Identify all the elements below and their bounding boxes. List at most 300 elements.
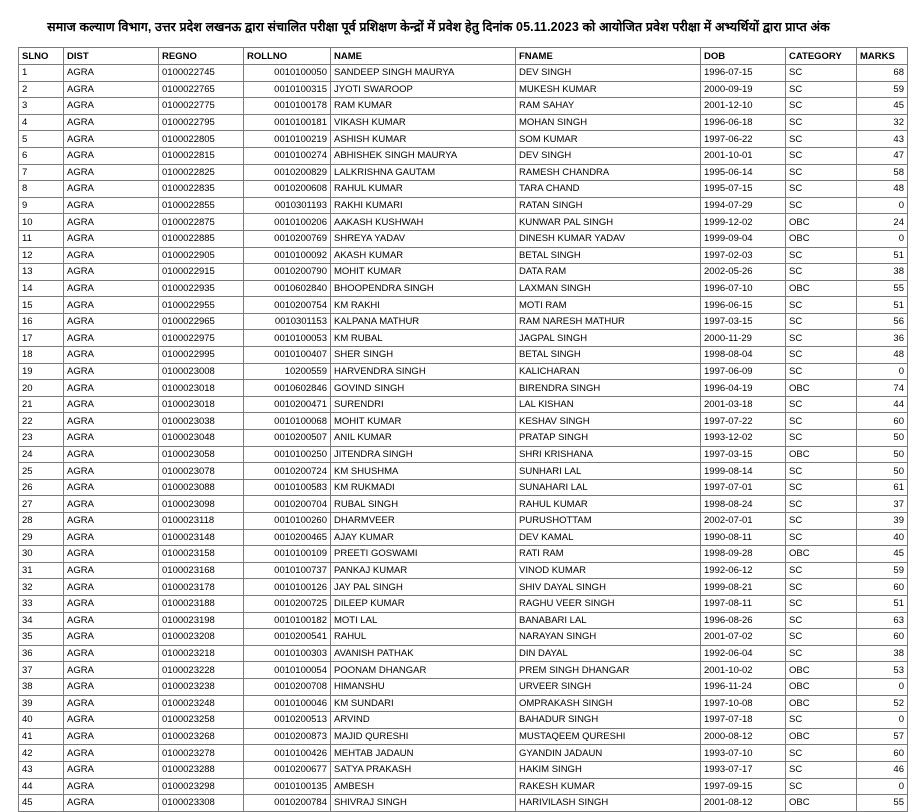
cell-name: RUBAL SINGH [331, 496, 516, 513]
cell-dob: 1997-10-08 [701, 695, 786, 712]
cell-category: SC [786, 81, 857, 98]
cell-marks: 50 [857, 430, 908, 447]
cell-regno: 0100022875 [159, 214, 244, 231]
table-header-row [19, 48, 908, 65]
cell-fname: RAKESH KUMAR [516, 778, 701, 795]
cell-fname: RAM SAHAY [516, 98, 701, 115]
cell-regno: 0100023208 [159, 629, 244, 646]
table-row [19, 81, 908, 98]
column-header-fname: FNAME [516, 48, 701, 65]
table-row [19, 595, 908, 612]
cell-dist: AGRA [64, 313, 159, 330]
cell-regno: 0100023178 [159, 579, 244, 596]
cell-name: ARVIND [331, 712, 516, 729]
cell-marks: 59 [857, 562, 908, 579]
cell-rollno: 0010100053 [244, 330, 331, 347]
cell-regno: 0100023018 [159, 380, 244, 397]
cell-rollno: 0010200704 [244, 496, 331, 513]
cell-category: SC [786, 347, 857, 364]
cell-category: OBC [786, 546, 857, 563]
cell-dob: 2000-08-12 [701, 728, 786, 745]
cell-slno: 30 [19, 546, 64, 563]
cell-name: AJAY KUMAR [331, 529, 516, 546]
cell-name: RAHUL [331, 629, 516, 646]
table-row [19, 64, 908, 81]
cell-regno: 0100022975 [159, 330, 244, 347]
cell-name: JITENDRA SINGH [331, 446, 516, 463]
cell-category: OBC [786, 214, 857, 231]
cell-dob: 1999-08-14 [701, 463, 786, 480]
cell-slno: 40 [19, 712, 64, 729]
cell-regno: 0100023198 [159, 612, 244, 629]
cell-regno: 0100023238 [159, 678, 244, 695]
cell-rollno: 0010602846 [244, 380, 331, 397]
cell-category: SC [786, 114, 857, 131]
cell-regno: 0100023008 [159, 363, 244, 380]
cell-category: SC [786, 181, 857, 198]
cell-slno: 7 [19, 164, 64, 181]
table-body [19, 64, 908, 811]
cell-regno: 0100023048 [159, 430, 244, 447]
cell-slno: 12 [19, 247, 64, 264]
cell-regno: 0100022815 [159, 147, 244, 164]
table-row [19, 363, 908, 380]
cell-name: SATYA PRAKASH [331, 761, 516, 778]
cell-name: ABHISHEK SINGH MAURYA [331, 147, 516, 164]
cell-fname: SUNHARI LAL [516, 463, 701, 480]
cell-category: OBC [786, 678, 857, 695]
cell-dob: 1996-07-10 [701, 280, 786, 297]
cell-rollno: 0010100109 [244, 546, 331, 563]
cell-fname: LAL KISHAN [516, 396, 701, 413]
cell-fname: BAHADUR SINGH [516, 712, 701, 729]
cell-fname: NARAYAN SINGH [516, 629, 701, 646]
cell-category: SC [786, 612, 857, 629]
cell-fname: DINESH KUMAR YADAV [516, 230, 701, 247]
cell-fname: DATA RAM [516, 264, 701, 281]
cell-regno: 0100023218 [159, 645, 244, 662]
cell-fname: DEV SINGH [516, 64, 701, 81]
cell-category: SC [786, 463, 857, 480]
cell-regno: 0100022885 [159, 230, 244, 247]
cell-regno: 0100023148 [159, 529, 244, 546]
cell-category: OBC [786, 728, 857, 745]
table-row [19, 761, 908, 778]
cell-dob: 1996-06-18 [701, 114, 786, 131]
table-row [19, 313, 908, 330]
cell-marks: 0 [857, 197, 908, 214]
cell-fname: RATI RAM [516, 546, 701, 563]
cell-rollno: 0010200541 [244, 629, 331, 646]
cell-slno: 6 [19, 147, 64, 164]
cell-dist: AGRA [64, 131, 159, 148]
cell-regno: 0100022835 [159, 181, 244, 198]
cell-dob: 1999-09-04 [701, 230, 786, 247]
table-row [19, 778, 908, 795]
cell-marks: 36 [857, 330, 908, 347]
cell-dob: 1998-09-28 [701, 546, 786, 563]
cell-slno: 19 [19, 363, 64, 380]
cell-marks: 44 [857, 396, 908, 413]
cell-category: SC [786, 562, 857, 579]
cell-rollno: 0010200754 [244, 297, 331, 314]
cell-name: VIKASH KUMAR [331, 114, 516, 131]
cell-dist: AGRA [64, 645, 159, 662]
cell-marks: 37 [857, 496, 908, 513]
cell-dist: AGRA [64, 745, 159, 762]
cell-regno: 0100023278 [159, 745, 244, 762]
cell-rollno: 0010100303 [244, 645, 331, 662]
cell-regno: 0100023228 [159, 662, 244, 679]
cell-regno: 0100023288 [159, 761, 244, 778]
table-row [19, 612, 908, 629]
cell-rollno: 0010200465 [244, 529, 331, 546]
cell-regno: 0100022765 [159, 81, 244, 98]
cell-name: SHREYA YADAV [331, 230, 516, 247]
cell-dob: 1996-11-24 [701, 678, 786, 695]
table-row [19, 347, 908, 364]
cell-marks: 60 [857, 413, 908, 430]
cell-rollno: 0010100050 [244, 64, 331, 81]
cell-fname: MUKESH KUMAR [516, 81, 701, 98]
cell-marks: 61 [857, 479, 908, 496]
cell-slno: 27 [19, 496, 64, 513]
cell-dist: AGRA [64, 795, 159, 812]
cell-slno: 13 [19, 264, 64, 281]
cell-category: SC [786, 413, 857, 430]
cell-name: AMBESH [331, 778, 516, 795]
cell-dob: 1993-07-10 [701, 745, 786, 762]
cell-rollno: 10200559 [244, 363, 331, 380]
cell-dob: 2001-07-02 [701, 629, 786, 646]
cell-marks: 0 [857, 678, 908, 695]
cell-dob: 1994-07-29 [701, 197, 786, 214]
cell-slno: 29 [19, 529, 64, 546]
cell-name: GOVIND SINGH [331, 380, 516, 397]
cell-dist: AGRA [64, 761, 159, 778]
cell-regno: 0100023038 [159, 413, 244, 430]
cell-dob: 1997-07-01 [701, 479, 786, 496]
table-row [19, 678, 908, 695]
cell-dist: AGRA [64, 678, 159, 695]
cell-category: OBC [786, 446, 857, 463]
cell-dist: AGRA [64, 363, 159, 380]
cell-marks: 55 [857, 280, 908, 297]
cell-dist: AGRA [64, 513, 159, 530]
cell-rollno: 0010100135 [244, 778, 331, 795]
cell-marks: 51 [857, 247, 908, 264]
cell-slno: 28 [19, 513, 64, 530]
cell-rollno: 0010100583 [244, 479, 331, 496]
table-row [19, 330, 908, 347]
cell-dob: 1997-06-09 [701, 363, 786, 380]
cell-marks: 46 [857, 761, 908, 778]
cell-category: OBC [786, 230, 857, 247]
cell-slno: 21 [19, 396, 64, 413]
cell-dob: 1999-12-02 [701, 214, 786, 231]
cell-fname: BANABARI LAL [516, 612, 701, 629]
cell-marks: 60 [857, 745, 908, 762]
table-row [19, 579, 908, 596]
cell-name: RAHUL KUMAR [331, 181, 516, 198]
table-row [19, 662, 908, 679]
cell-slno: 25 [19, 463, 64, 480]
cell-rollno: 0010200608 [244, 181, 331, 198]
cell-regno: 0100023298 [159, 778, 244, 795]
cell-fname: URVEER SINGH [516, 678, 701, 695]
cell-slno: 20 [19, 380, 64, 397]
cell-dist: AGRA [64, 629, 159, 646]
cell-dist: AGRA [64, 280, 159, 297]
cell-slno: 42 [19, 745, 64, 762]
cell-marks: 51 [857, 297, 908, 314]
cell-slno: 36 [19, 645, 64, 662]
table-row [19, 413, 908, 430]
cell-slno: 2 [19, 81, 64, 98]
table-row [19, 147, 908, 164]
cell-rollno: 0010200708 [244, 678, 331, 695]
table-row [19, 230, 908, 247]
cell-category: OBC [786, 695, 857, 712]
cell-regno: 0100022905 [159, 247, 244, 264]
cell-dist: AGRA [64, 595, 159, 612]
cell-category: SC [786, 247, 857, 264]
cell-dist: AGRA [64, 463, 159, 480]
cell-slno: 8 [19, 181, 64, 198]
cell-marks: 0 [857, 230, 908, 247]
cell-marks: 0 [857, 712, 908, 729]
cell-category: SC [786, 579, 857, 596]
cell-fname: BETAL SINGH [516, 247, 701, 264]
cell-rollno: 0010200790 [244, 264, 331, 281]
cell-dist: AGRA [64, 413, 159, 430]
table-row [19, 430, 908, 447]
table-row [19, 98, 908, 115]
cell-rollno: 0010100068 [244, 413, 331, 430]
table-row [19, 131, 908, 148]
cell-rollno: 0010200769 [244, 230, 331, 247]
cell-name: KM SUNDARI [331, 695, 516, 712]
cell-rollno: 0010100426 [244, 745, 331, 762]
cell-marks: 63 [857, 612, 908, 629]
table-row [19, 712, 908, 729]
cell-regno: 0100023168 [159, 562, 244, 579]
cell-slno: 1 [19, 64, 64, 81]
cell-name: DHARMVEER [331, 513, 516, 530]
table-row [19, 463, 908, 480]
column-header-regno: REGNO [159, 48, 244, 65]
cell-name: MOTI LAL [331, 612, 516, 629]
cell-regno: 0100023188 [159, 595, 244, 612]
cell-slno: 37 [19, 662, 64, 679]
table-row [19, 280, 908, 297]
cell-name: HARVENDRA SINGH [331, 363, 516, 380]
cell-regno: 0100023018 [159, 396, 244, 413]
cell-slno: 38 [19, 678, 64, 695]
cell-rollno: 0010100181 [244, 114, 331, 131]
cell-category: SC [786, 761, 857, 778]
cell-fname: RAM NARESH MATHUR [516, 313, 701, 330]
cell-dob: 2002-05-26 [701, 264, 786, 281]
table-row [19, 197, 908, 214]
cell-category: SC [786, 313, 857, 330]
cell-dist: AGRA [64, 264, 159, 281]
table-row [19, 297, 908, 314]
cell-category: SC [786, 595, 857, 612]
cell-dist: AGRA [64, 98, 159, 115]
cell-dist: AGRA [64, 164, 159, 181]
cell-regno: 0100022935 [159, 280, 244, 297]
cell-regno: 0100023088 [159, 479, 244, 496]
cell-name: SHER SINGH [331, 347, 516, 364]
cell-dist: AGRA [64, 81, 159, 98]
cell-regno: 0100022805 [159, 131, 244, 148]
cell-dob: 1996-08-26 [701, 612, 786, 629]
cell-category: SC [786, 496, 857, 513]
cell-name: KM RUKMADI [331, 479, 516, 496]
cell-dob: 1997-07-18 [701, 712, 786, 729]
cell-slno: 24 [19, 446, 64, 463]
cell-rollno: 0010200725 [244, 595, 331, 612]
cell-slno: 14 [19, 280, 64, 297]
cell-dob: 1998-08-04 [701, 347, 786, 364]
table-row [19, 181, 908, 198]
cell-fname: PRATAP SINGH [516, 430, 701, 447]
cell-rollno: 0010100274 [244, 147, 331, 164]
cell-rollno: 0010100126 [244, 579, 331, 596]
cell-dist: AGRA [64, 147, 159, 164]
cell-regno: 0100022825 [159, 164, 244, 181]
table-row [19, 546, 908, 563]
cell-dist: AGRA [64, 529, 159, 546]
cell-slno: 45 [19, 795, 64, 812]
cell-name: BHOOPENDRA SINGH [331, 280, 516, 297]
cell-rollno: 0010100219 [244, 131, 331, 148]
cell-marks: 52 [857, 695, 908, 712]
cell-marks: 50 [857, 446, 908, 463]
cell-rollno: 0010100407 [244, 347, 331, 364]
cell-dob: 1996-04-19 [701, 380, 786, 397]
table-row [19, 645, 908, 662]
cell-dist: AGRA [64, 230, 159, 247]
cell-slno: 9 [19, 197, 64, 214]
cell-regno: 0100022855 [159, 197, 244, 214]
cell-category: SC [786, 513, 857, 530]
cell-category: SC [786, 330, 857, 347]
cell-fname: OMPRAKASH SINGH [516, 695, 701, 712]
column-header-category: CATEGORY [786, 48, 857, 65]
cell-category: OBC [786, 662, 857, 679]
cell-dist: AGRA [64, 380, 159, 397]
cell-fname: SUNAHARI LAL [516, 479, 701, 496]
cell-marks: 58 [857, 164, 908, 181]
cell-fname: SOM KUMAR [516, 131, 701, 148]
table-row [19, 629, 908, 646]
table-row [19, 513, 908, 530]
cell-name: PREETI GOSWAMI [331, 546, 516, 563]
cell-rollno: 0010100206 [244, 214, 331, 231]
cell-rollno: 0010200677 [244, 761, 331, 778]
cell-rollno: 0010200513 [244, 712, 331, 729]
cell-category: SC [786, 147, 857, 164]
cell-name: KM RAKHI [331, 297, 516, 314]
cell-marks: 38 [857, 264, 908, 281]
cell-name: ANIL KUMAR [331, 430, 516, 447]
cell-category: SC [786, 164, 857, 181]
cell-dob: 2000-09-19 [701, 81, 786, 98]
cell-name: JYOTI SWAROOP [331, 81, 516, 98]
cell-category: SC [786, 629, 857, 646]
cell-regno: 0100022775 [159, 98, 244, 115]
table-row [19, 479, 908, 496]
cell-name: POONAM DHANGAR [331, 662, 516, 679]
cell-category: SC [786, 363, 857, 380]
cell-marks: 56 [857, 313, 908, 330]
cell-marks: 55 [857, 795, 908, 812]
cell-fname: KALICHARAN [516, 363, 701, 380]
cell-marks: 48 [857, 181, 908, 198]
table-row [19, 214, 908, 231]
table-row [19, 496, 908, 513]
cell-marks: 45 [857, 98, 908, 115]
cell-dob: 1995-06-14 [701, 164, 786, 181]
cell-slno: 5 [19, 131, 64, 148]
cell-marks: 38 [857, 645, 908, 662]
cell-fname: TARA CHAND [516, 181, 701, 198]
cell-dist: AGRA [64, 778, 159, 795]
cell-regno: 0100022995 [159, 347, 244, 364]
cell-fname: HARIVILASH SINGH [516, 795, 701, 812]
cell-slno: 34 [19, 612, 64, 629]
cell-fname: KUNWAR PAL SINGH [516, 214, 701, 231]
cell-name: LALKRISHNA GAUTAM [331, 164, 516, 181]
cell-rollno: 0010100092 [244, 247, 331, 264]
cell-fname: BIRENDRA SINGH [516, 380, 701, 397]
cell-category: SC [786, 264, 857, 281]
page-title: समाज कल्याण विभाग, उत्तर प्रदेश लखनऊ द्वारा संचालित परीक्षा पूर्व प्रशिक्षण केन्द्रों में प्रवेश हेतु दिनांक 05.11.2023 को आयोजित प्रवेश परीक्षा में अभ्यर्थियों द्वारा प्राप्त अंक [47, 20, 830, 34]
cell-rollno: 0010100260 [244, 513, 331, 530]
cell-category: SC [786, 64, 857, 81]
cell-fname: HAKIM SINGH [516, 761, 701, 778]
cell-dob: 2000-11-29 [701, 330, 786, 347]
cell-fname: DIN DAYAL [516, 645, 701, 662]
cell-rollno: 0010100178 [244, 98, 331, 115]
cell-fname: MUSTAQEEM QURESHI [516, 728, 701, 745]
cell-slno: 33 [19, 595, 64, 612]
cell-name: MAJID QURESHI [331, 728, 516, 745]
table-row [19, 380, 908, 397]
cell-dist: AGRA [64, 197, 159, 214]
cell-regno: 0100023118 [159, 513, 244, 530]
table-row [19, 529, 908, 546]
cell-dist: AGRA [64, 297, 159, 314]
cell-category: OBC [786, 795, 857, 812]
cell-slno: 32 [19, 579, 64, 596]
cell-regno: 0100023258 [159, 712, 244, 729]
cell-dist: AGRA [64, 396, 159, 413]
cell-dist: AGRA [64, 114, 159, 131]
cell-category: SC [786, 98, 857, 115]
cell-marks: 51 [857, 595, 908, 612]
cell-marks: 60 [857, 579, 908, 596]
cell-dob: 1997-06-22 [701, 131, 786, 148]
cell-dob: 1997-09-15 [701, 778, 786, 795]
cell-category: SC [786, 396, 857, 413]
cell-dist: AGRA [64, 662, 159, 679]
cell-category: SC [786, 197, 857, 214]
cell-dob: 1993-07-17 [701, 761, 786, 778]
cell-dob: 1993-12-02 [701, 430, 786, 447]
